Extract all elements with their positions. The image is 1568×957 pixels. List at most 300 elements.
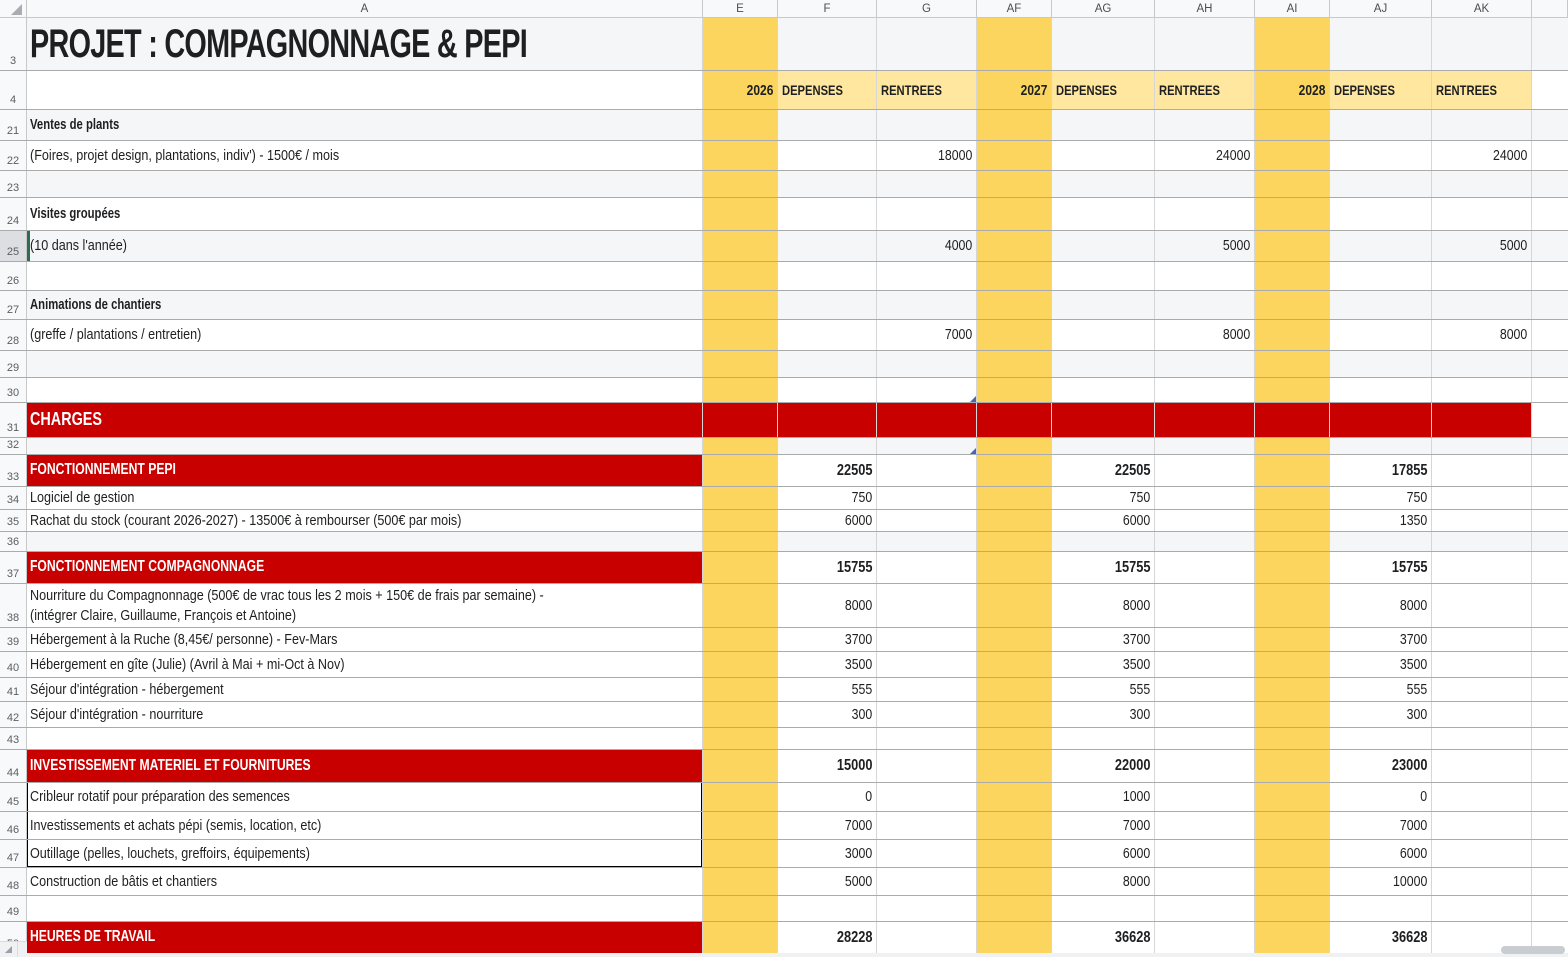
row-header-35[interactable] <box>0 510 27 531</box>
cell-AK40[interactable] <box>1432 652 1532 677</box>
cell-AK46[interactable] <box>1432 812 1532 839</box>
cell-F44[interactable] <box>778 750 877 782</box>
cell-A4[interactable] <box>27 71 703 109</box>
cell-G38[interactable] <box>877 584 977 627</box>
cell-E42[interactable] <box>703 702 778 727</box>
cell-AH30[interactable] <box>1155 378 1255 402</box>
cell-G27[interactable] <box>877 291 977 319</box>
cell-AK31[interactable] <box>1432 403 1532 437</box>
cell-end36[interactable] <box>1532 532 1568 551</box>
cell-AJ46[interactable] <box>1330 812 1432 839</box>
cell-A32[interactable] <box>27 438 703 454</box>
cell-AJ27[interactable] <box>1330 291 1432 319</box>
cell-E46[interactable] <box>703 812 778 839</box>
cell-AJ38[interactable] <box>1330 584 1432 627</box>
cell-AI48[interactable] <box>1255 868 1330 895</box>
cell-A24[interactable] <box>27 198 703 230</box>
cell-AI34[interactable] <box>1255 487 1330 509</box>
cell-AH48[interactable] <box>1155 868 1255 895</box>
cell-AG44[interactable] <box>1052 750 1155 782</box>
cell-F33[interactable] <box>778 455 877 486</box>
cell-AH40[interactable] <box>1155 652 1255 677</box>
row-header-43[interactable] <box>0 728 27 749</box>
row-header-23[interactable] <box>0 171 27 197</box>
cell-AF26[interactable] <box>977 262 1052 290</box>
row-header-38[interactable] <box>0 584 27 627</box>
cell-E29[interactable] <box>703 351 778 377</box>
cell-A40[interactable] <box>27 652 703 677</box>
cell-G39[interactable] <box>877 628 977 651</box>
cell-AI46[interactable] <box>1255 812 1330 839</box>
column-header-AH[interactable] <box>1155 0 1255 17</box>
cell-E27[interactable] <box>703 291 778 319</box>
cell-G41[interactable] <box>877 678 977 701</box>
column-header-end[interactable] <box>1532 0 1568 17</box>
cell-AF39[interactable] <box>977 628 1052 651</box>
cell-E26[interactable] <box>703 262 778 290</box>
cell-G48[interactable] <box>877 868 977 895</box>
cell-AK29[interactable] <box>1432 351 1532 377</box>
row-header-40[interactable] <box>0 652 27 677</box>
cell-AJ47[interactable] <box>1330 840 1432 867</box>
cell-G46[interactable] <box>877 812 977 839</box>
cell-AH43[interactable] <box>1155 728 1255 749</box>
cell-end38[interactable] <box>1532 584 1568 627</box>
cell-AH27[interactable] <box>1155 291 1255 319</box>
cell-AJ31[interactable] <box>1330 403 1432 437</box>
cell-AG27[interactable] <box>1052 291 1155 319</box>
cell-F42[interactable] <box>778 702 877 727</box>
cell-AJ44[interactable] <box>1330 750 1432 782</box>
cell-A46[interactable] <box>27 812 703 839</box>
cell-E48[interactable] <box>703 868 778 895</box>
cell-AK22[interactable] <box>1432 141 1532 170</box>
cell-end22[interactable] <box>1532 141 1568 170</box>
cell-end25[interactable] <box>1532 231 1568 261</box>
cell-F30[interactable] <box>778 378 877 402</box>
cell-G31[interactable] <box>877 403 977 437</box>
cell-AK30[interactable] <box>1432 378 1532 402</box>
cell-AJ33[interactable] <box>1330 455 1432 486</box>
cell-A41[interactable] <box>27 678 703 701</box>
cell-AF38[interactable] <box>977 584 1052 627</box>
cell-AK35[interactable] <box>1432 510 1532 531</box>
cell-AG48[interactable] <box>1052 868 1155 895</box>
cell-AH23[interactable] <box>1155 171 1255 197</box>
row-header-34[interactable] <box>0 487 27 509</box>
cell-AJ22[interactable] <box>1330 141 1432 170</box>
cell-AI30[interactable] <box>1255 378 1330 402</box>
cell-end42[interactable] <box>1532 702 1568 727</box>
cell-AF42[interactable] <box>977 702 1052 727</box>
cell-AH39[interactable] <box>1155 628 1255 651</box>
row-header-49[interactable] <box>0 896 27 921</box>
cell-F38[interactable] <box>778 584 877 627</box>
cell-AJ36[interactable] <box>1330 532 1432 551</box>
cell-AH36[interactable] <box>1155 532 1255 551</box>
cell-AG32[interactable] <box>1052 438 1155 454</box>
cell-AG41[interactable] <box>1052 678 1155 701</box>
cell-AI47[interactable] <box>1255 840 1330 867</box>
row-header-28[interactable] <box>0 320 27 350</box>
cell-AJ24[interactable] <box>1330 198 1432 230</box>
cell-AH32[interactable] <box>1155 438 1255 454</box>
cell-A36[interactable] <box>27 532 703 551</box>
cell-E38[interactable] <box>703 584 778 627</box>
cell-A48[interactable] <box>27 868 703 895</box>
cell-AK45[interactable] <box>1432 783 1532 811</box>
cell-AF40[interactable] <box>977 652 1052 677</box>
cell-G37[interactable] <box>877 552 977 583</box>
cell-end47[interactable] <box>1532 840 1568 867</box>
cell-F49[interactable] <box>778 896 877 921</box>
cell-A39[interactable] <box>27 628 703 651</box>
cell-AF44[interactable] <box>977 750 1052 782</box>
cell-F46[interactable] <box>778 812 877 839</box>
cell-AG36[interactable] <box>1052 532 1155 551</box>
cell-AI29[interactable] <box>1255 351 1330 377</box>
column-header-AF[interactable] <box>977 0 1052 17</box>
cell-E22[interactable] <box>703 141 778 170</box>
cell-AG33[interactable] <box>1052 455 1155 486</box>
cell-end29[interactable] <box>1532 351 1568 377</box>
cell-AF37[interactable] <box>977 552 1052 583</box>
cell-F45[interactable] <box>778 783 877 811</box>
cell-G34[interactable] <box>877 487 977 509</box>
cell-AH47[interactable] <box>1155 840 1255 867</box>
cell-F24[interactable] <box>778 198 877 230</box>
cell-end26[interactable] <box>1532 262 1568 290</box>
cell-end23[interactable] <box>1532 171 1568 197</box>
row-header-41[interactable] <box>0 678 27 701</box>
cell-AH46[interactable] <box>1155 812 1255 839</box>
cell-AF48[interactable] <box>977 868 1052 895</box>
cell-AJ26[interactable] <box>1330 262 1432 290</box>
cell-AI24[interactable] <box>1255 198 1330 230</box>
cell-end43[interactable] <box>1532 728 1568 749</box>
cell-end48[interactable] <box>1532 868 1568 895</box>
cell-AH31[interactable] <box>1155 403 1255 437</box>
cell-E33[interactable] <box>703 455 778 486</box>
cell-A47[interactable] <box>27 840 703 867</box>
cell-A49[interactable] <box>27 896 703 921</box>
cell-E3[interactable] <box>703 18 778 70</box>
cell-F32[interactable] <box>778 438 877 454</box>
row-header-31[interactable] <box>0 403 27 437</box>
cell-end44[interactable] <box>1532 750 1568 782</box>
cell-AK47[interactable] <box>1432 840 1532 867</box>
cell-F48[interactable] <box>778 868 877 895</box>
cell-AJ43[interactable] <box>1330 728 1432 749</box>
cell-AH42[interactable] <box>1155 702 1255 727</box>
cell-AI32[interactable] <box>1255 438 1330 454</box>
cell-end21[interactable] <box>1532 110 1568 140</box>
cell-AK42[interactable] <box>1432 702 1532 727</box>
cell-AJ48[interactable] <box>1330 868 1432 895</box>
cell-AI25[interactable] <box>1255 231 1330 261</box>
cell-end4[interactable] <box>1532 71 1568 109</box>
cell-AG42[interactable] <box>1052 702 1155 727</box>
cell-E39[interactable] <box>703 628 778 651</box>
row-header-32[interactable] <box>0 438 27 454</box>
cell-G36[interactable] <box>877 532 977 551</box>
cell-AK48[interactable] <box>1432 868 1532 895</box>
cell-AJ40[interactable] <box>1330 652 1432 677</box>
cell-AK34[interactable] <box>1432 487 1532 509</box>
cell-end31[interactable] <box>1532 403 1568 437</box>
cell-AG26[interactable] <box>1052 262 1155 290</box>
cell-G3[interactable] <box>877 18 977 70</box>
cell-AG30[interactable] <box>1052 378 1155 402</box>
cell-E36[interactable] <box>703 532 778 551</box>
cell-A21[interactable] <box>27 110 703 140</box>
cell-end35[interactable] <box>1532 510 1568 531</box>
row-header-45[interactable] <box>0 783 27 811</box>
column-header-AJ[interactable] <box>1330 0 1432 17</box>
row-header-4[interactable] <box>0 71 27 109</box>
cell-AI40[interactable] <box>1255 652 1330 677</box>
cell-AH44[interactable] <box>1155 750 1255 782</box>
cell-F22[interactable] <box>778 141 877 170</box>
cell-AH33[interactable] <box>1155 455 1255 486</box>
horizontal-scrollbar[interactable] <box>0 941 1568 957</box>
row-header-37[interactable] <box>0 552 27 583</box>
cell-F29[interactable] <box>778 351 877 377</box>
row-header-26[interactable] <box>0 262 27 290</box>
cell-F47[interactable] <box>778 840 877 867</box>
cell-AI23[interactable] <box>1255 171 1330 197</box>
cell-A35[interactable] <box>27 510 703 531</box>
cell-A30[interactable] <box>27 378 703 402</box>
cell-AJ32[interactable] <box>1330 438 1432 454</box>
column-header-G[interactable] <box>877 0 977 17</box>
cell-F40[interactable] <box>778 652 877 677</box>
cell-end3[interactable] <box>1532 18 1568 70</box>
cell-AH29[interactable] <box>1155 351 1255 377</box>
cell-G42[interactable] <box>877 702 977 727</box>
cell-G25[interactable] <box>877 231 977 261</box>
cell-end45[interactable] <box>1532 783 1568 811</box>
cell-G28[interactable] <box>877 320 977 350</box>
cell-AI4[interactable] <box>1255 71 1330 109</box>
cell-E28[interactable] <box>703 320 778 350</box>
cell-G22[interactable] <box>877 141 977 170</box>
cell-AK32[interactable] <box>1432 438 1532 454</box>
cell-F31[interactable] <box>778 403 877 437</box>
cell-AF41[interactable] <box>977 678 1052 701</box>
cell-AG28[interactable] <box>1052 320 1155 350</box>
cell-AH4[interactable] <box>1155 71 1255 109</box>
cell-G4[interactable] <box>877 71 977 109</box>
cell-AG40[interactable] <box>1052 652 1155 677</box>
cell-AI26[interactable] <box>1255 262 1330 290</box>
cell-end33[interactable] <box>1532 455 1568 486</box>
cell-G26[interactable] <box>877 262 977 290</box>
cell-AG23[interactable] <box>1052 171 1155 197</box>
cell-AG21[interactable] <box>1052 110 1155 140</box>
cell-E35[interactable] <box>703 510 778 531</box>
cell-A44[interactable] <box>27 750 703 782</box>
cell-G47[interactable] <box>877 840 977 867</box>
cell-AK36[interactable] <box>1432 532 1532 551</box>
row-header-24[interactable] <box>0 198 27 230</box>
cell-AF24[interactable] <box>977 198 1052 230</box>
cell-AH26[interactable] <box>1155 262 1255 290</box>
cell-AJ23[interactable] <box>1330 171 1432 197</box>
row-header-3[interactable] <box>0 18 27 70</box>
hscroll-corner-button[interactable] <box>0 942 18 957</box>
cell-AF3[interactable] <box>977 18 1052 70</box>
cell-AI21[interactable] <box>1255 110 1330 140</box>
cell-AK24[interactable] <box>1432 198 1532 230</box>
cell-AI39[interactable] <box>1255 628 1330 651</box>
cell-end30[interactable] <box>1532 378 1568 402</box>
cell-AH25[interactable] <box>1155 231 1255 261</box>
cell-AH22[interactable] <box>1155 141 1255 170</box>
cell-AK39[interactable] <box>1432 628 1532 651</box>
cell-G23[interactable] <box>877 171 977 197</box>
cell-AF25[interactable] <box>977 231 1052 261</box>
cell-E43[interactable] <box>703 728 778 749</box>
cell-end28[interactable] <box>1532 320 1568 350</box>
row-header-46[interactable] <box>0 812 27 839</box>
cell-G43[interactable] <box>877 728 977 749</box>
cell-AK38[interactable] <box>1432 584 1532 627</box>
cell-AG43[interactable] <box>1052 728 1155 749</box>
cell-AF4[interactable] <box>977 71 1052 109</box>
cell-AJ3[interactable] <box>1330 18 1432 70</box>
cell-AK25[interactable] <box>1432 231 1532 261</box>
cell-G40[interactable] <box>877 652 977 677</box>
cell-AF34[interactable] <box>977 487 1052 509</box>
cell-AH35[interactable] <box>1155 510 1255 531</box>
cell-AG49[interactable] <box>1052 896 1155 921</box>
cell-AK43[interactable] <box>1432 728 1532 749</box>
cell-AI44[interactable] <box>1255 750 1330 782</box>
cell-AF32[interactable] <box>977 438 1052 454</box>
cell-AF33[interactable] <box>977 455 1052 486</box>
cell-AF30[interactable] <box>977 378 1052 402</box>
cell-end46[interactable] <box>1532 812 1568 839</box>
cell-AI42[interactable] <box>1255 702 1330 727</box>
cell-AG37[interactable] <box>1052 552 1155 583</box>
cell-A31[interactable] <box>27 403 703 437</box>
cell-E25[interactable] <box>703 231 778 261</box>
cell-AJ34[interactable] <box>1330 487 1432 509</box>
cell-AH37[interactable] <box>1155 552 1255 583</box>
row-header-36[interactable] <box>0 532 27 551</box>
cell-AH41[interactable] <box>1155 678 1255 701</box>
cell-E45[interactable] <box>703 783 778 811</box>
cell-AF35[interactable] <box>977 510 1052 531</box>
cell-AG22[interactable] <box>1052 141 1155 170</box>
cell-AK28[interactable] <box>1432 320 1532 350</box>
cell-F26[interactable] <box>778 262 877 290</box>
cell-A37[interactable] <box>27 552 703 583</box>
row-header-30[interactable] <box>0 378 27 402</box>
cell-AH28[interactable] <box>1155 320 1255 350</box>
cell-AJ25[interactable] <box>1330 231 1432 261</box>
cell-AF45[interactable] <box>977 783 1052 811</box>
cell-F37[interactable] <box>778 552 877 583</box>
cell-AG46[interactable] <box>1052 812 1155 839</box>
cell-AH34[interactable] <box>1155 487 1255 509</box>
cell-end27[interactable] <box>1532 291 1568 319</box>
cell-G32[interactable] <box>877 438 977 454</box>
cell-AJ35[interactable] <box>1330 510 1432 531</box>
cell-E31[interactable] <box>703 403 778 437</box>
cell-end34[interactable] <box>1532 487 1568 509</box>
cell-AG35[interactable] <box>1052 510 1155 531</box>
cell-F28[interactable] <box>778 320 877 350</box>
cell-AJ28[interactable] <box>1330 320 1432 350</box>
cell-AI43[interactable] <box>1255 728 1330 749</box>
cell-AF47[interactable] <box>977 840 1052 867</box>
cell-AF27[interactable] <box>977 291 1052 319</box>
cell-AJ42[interactable] <box>1330 702 1432 727</box>
cell-AI22[interactable] <box>1255 141 1330 170</box>
cell-G21[interactable] <box>877 110 977 140</box>
cell-AH3[interactable] <box>1155 18 1255 70</box>
cell-A22[interactable] <box>27 141 703 170</box>
cell-F27[interactable] <box>778 291 877 319</box>
cell-AG24[interactable] <box>1052 198 1155 230</box>
row-header-27[interactable] <box>0 291 27 319</box>
cell-AK49[interactable] <box>1432 896 1532 921</box>
cell-F34[interactable] <box>778 487 877 509</box>
cell-A28[interactable] <box>27 320 703 350</box>
cell-F21[interactable] <box>778 110 877 140</box>
select-all-corner[interactable] <box>0 0 27 17</box>
cell-AG25[interactable] <box>1052 231 1155 261</box>
cell-AK4[interactable] <box>1432 71 1532 109</box>
cell-end39[interactable] <box>1532 628 1568 651</box>
cell-AF36[interactable] <box>977 532 1052 551</box>
cell-E49[interactable] <box>703 896 778 921</box>
cell-AF43[interactable] <box>977 728 1052 749</box>
cell-AI35[interactable] <box>1255 510 1330 531</box>
row-header-47[interactable] <box>0 840 27 867</box>
row-header-39[interactable] <box>0 628 27 651</box>
row-header-48[interactable] <box>0 868 27 895</box>
cell-E4[interactable] <box>703 71 778 109</box>
cell-G49[interactable] <box>877 896 977 921</box>
cell-E24[interactable] <box>703 198 778 230</box>
cell-AJ4[interactable] <box>1330 71 1432 109</box>
cell-AG34[interactable] <box>1052 487 1155 509</box>
cell-AG39[interactable] <box>1052 628 1155 651</box>
cell-AF23[interactable] <box>977 171 1052 197</box>
cell-AJ39[interactable] <box>1330 628 1432 651</box>
cell-AF22[interactable] <box>977 141 1052 170</box>
column-header-A[interactable] <box>27 0 703 17</box>
cell-E44[interactable] <box>703 750 778 782</box>
cell-AK37[interactable] <box>1432 552 1532 583</box>
cell-A45[interactable] <box>27 783 703 811</box>
cell-G29[interactable] <box>877 351 977 377</box>
cell-G44[interactable] <box>877 750 977 782</box>
cell-AJ41[interactable] <box>1330 678 1432 701</box>
row-header-25[interactable] <box>0 231 27 261</box>
cell-AF31[interactable] <box>977 403 1052 437</box>
cell-AG45[interactable] <box>1052 783 1155 811</box>
cell-AK21[interactable] <box>1432 110 1532 140</box>
cell-AI38[interactable] <box>1255 584 1330 627</box>
cell-A3[interactable] <box>27 18 703 70</box>
cell-AG31[interactable] <box>1052 403 1155 437</box>
cell-E30[interactable] <box>703 378 778 402</box>
cell-A26[interactable] <box>27 262 703 290</box>
